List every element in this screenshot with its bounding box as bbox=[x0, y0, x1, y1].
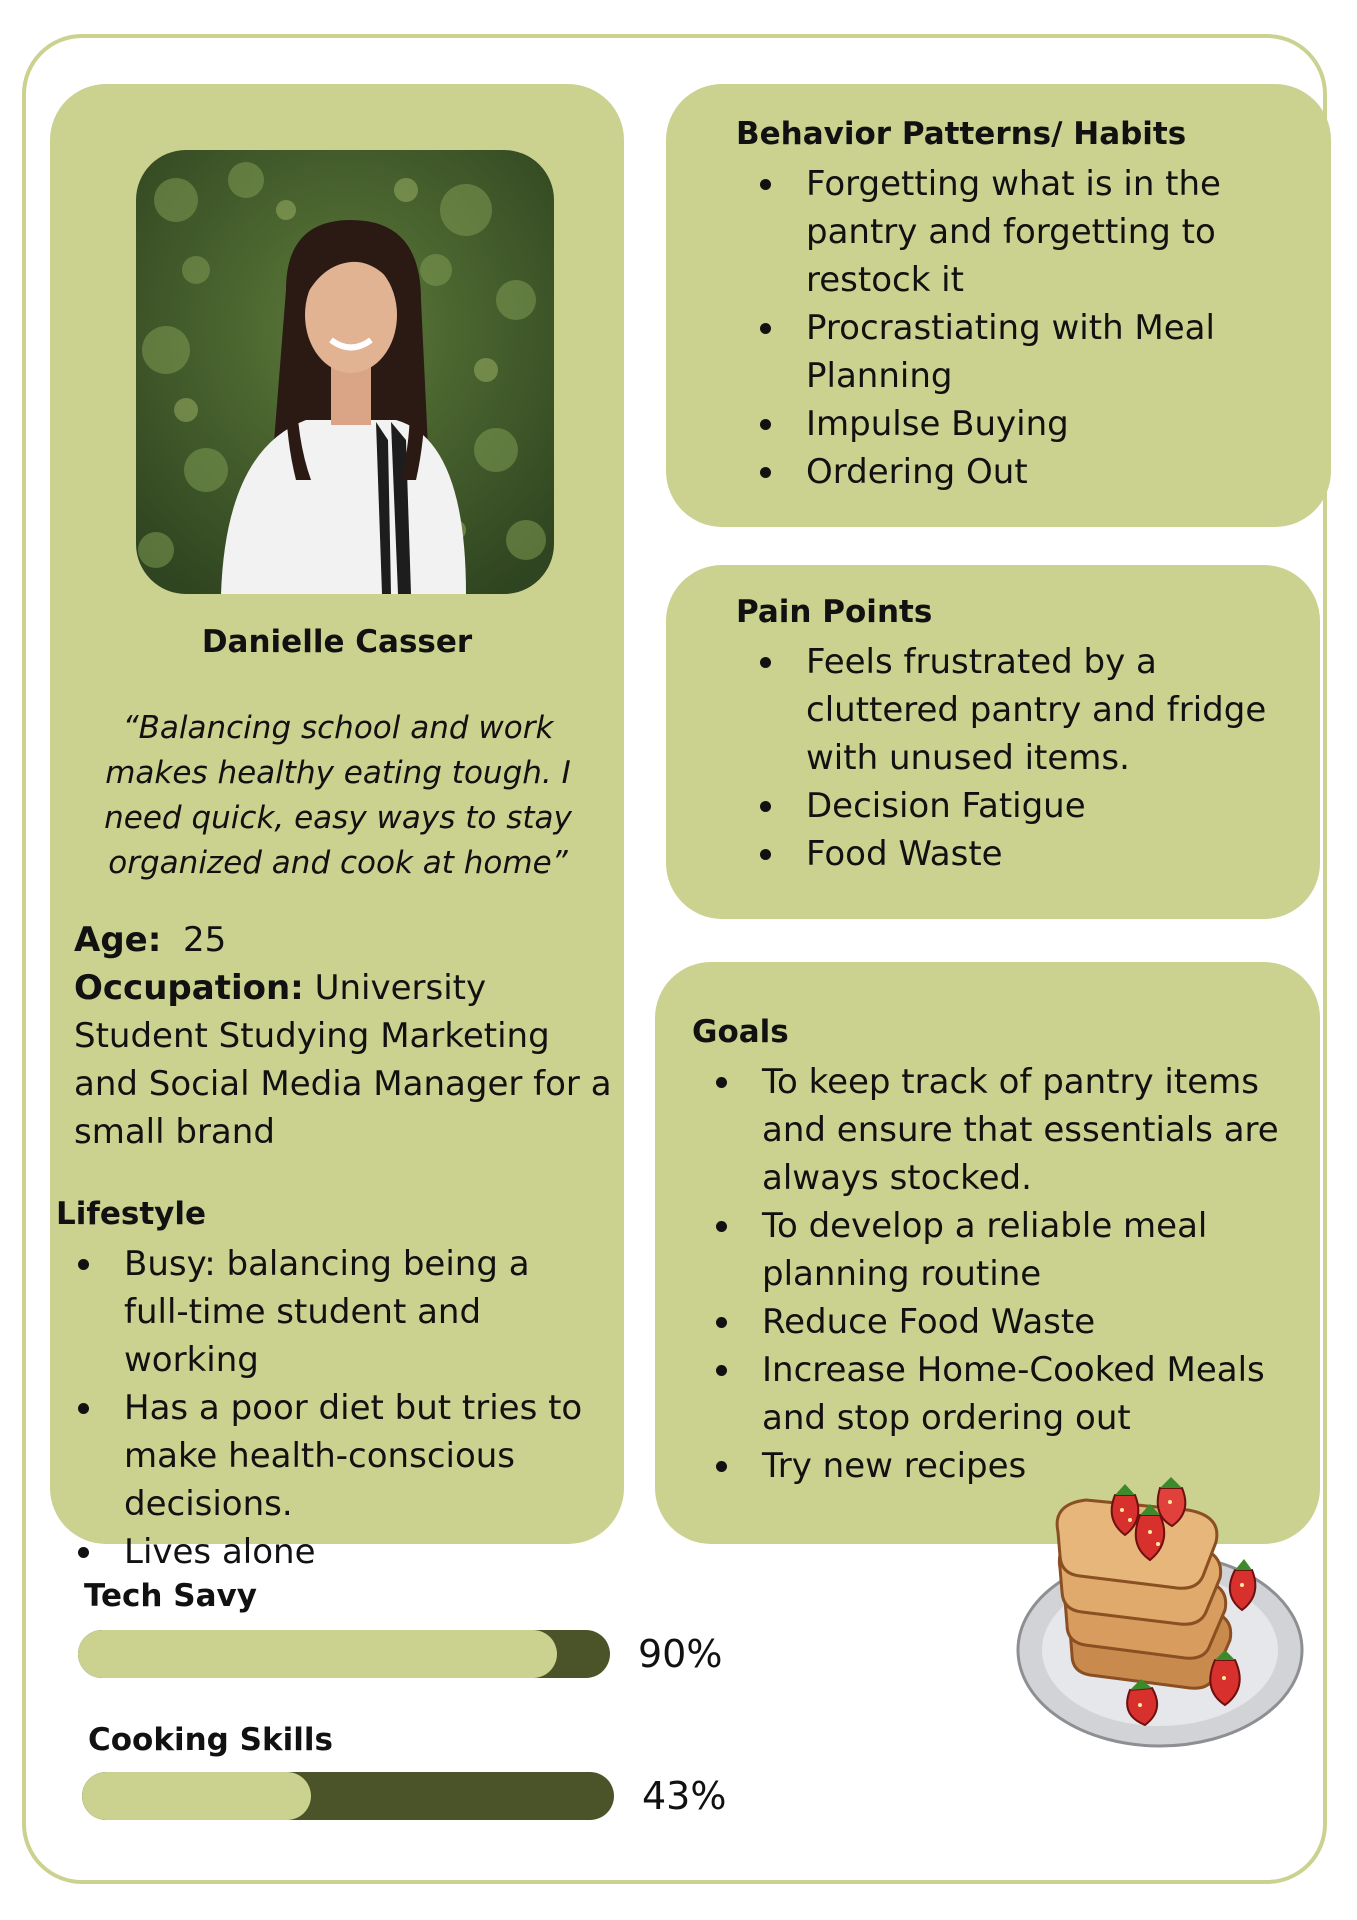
cooking-skills-label: Cooking Skills bbox=[88, 1722, 333, 1758]
list-item: Has a poor diet but tries to make health-conscious decisions. bbox=[64, 1384, 604, 1528]
behavior-title: Behavior Patterns/ Habits bbox=[736, 116, 1187, 152]
list-item: Busy: balancing being a full-time student and working bbox=[64, 1240, 604, 1384]
lifestyle-list bbox=[64, 1240, 604, 1576]
tech-savvy-bar bbox=[78, 1630, 610, 1678]
occupation-label: Occupation: bbox=[74, 968, 304, 1008]
cooking-skills-percent: 43% bbox=[642, 1774, 727, 1818]
tech-savvy-label: Tech Savy bbox=[84, 1578, 257, 1614]
persona-name: Danielle Casser bbox=[201, 624, 473, 660]
pain-points-title: Pain Points bbox=[736, 594, 933, 630]
persona-info bbox=[74, 916, 614, 1156]
age-value: 25 bbox=[182, 920, 227, 960]
cooking-skills-bar-fill bbox=[82, 1772, 311, 1820]
list-item: Ordering Out bbox=[746, 448, 1306, 496]
lifestyle-title: Lifestyle bbox=[56, 1196, 207, 1232]
age-label: Age: bbox=[74, 920, 162, 960]
persona-photo bbox=[136, 150, 554, 594]
goals-list bbox=[702, 1058, 1292, 1490]
list-item: Decision Fatigue bbox=[746, 782, 1316, 830]
behavior-list bbox=[746, 160, 1306, 496]
persona-quote: “Balancing school and work makes healthy eating tough. I need quick, easy ways to stay organized and cook at home” bbox=[104, 710, 572, 881]
tech-savvy-bar-fill bbox=[78, 1630, 557, 1678]
list-item: Forgetting what is in the pantry and forgetting to restock it bbox=[746, 160, 1306, 304]
occupation-value: University Student Studying Marketing and Social Media Manager for a small brand bbox=[74, 968, 612, 1152]
list-item: Try new recipes bbox=[702, 1442, 1292, 1490]
goals-title: Goals bbox=[692, 1014, 789, 1050]
list-item: To keep track of pantry items and ensure that essentials are always stocked. bbox=[702, 1058, 1292, 1202]
pain-points-list bbox=[746, 638, 1316, 878]
list-item: Procrastiating with Meal Planning bbox=[746, 304, 1306, 400]
tech-savvy-percent: 90% bbox=[638, 1632, 723, 1676]
french-toast-strawberries-icon bbox=[1010, 1460, 1310, 1750]
occupation-row bbox=[74, 964, 614, 1156]
list-item: Feels frustrated by a cluttered pantry and fridge with unused items. bbox=[746, 638, 1316, 782]
list-item: Reduce Food Waste bbox=[702, 1298, 1292, 1346]
list-item: Impulse Buying bbox=[746, 400, 1306, 448]
cooking-skills-bar bbox=[82, 1772, 614, 1820]
list-item: Lives alone bbox=[64, 1528, 604, 1576]
list-item: Increase Home-Cooked Meals and stop ordering out bbox=[702, 1346, 1292, 1442]
list-item: Food Waste bbox=[746, 830, 1316, 878]
list-item: To develop a reliable meal planning routine bbox=[702, 1202, 1292, 1298]
age-row bbox=[74, 916, 614, 964]
